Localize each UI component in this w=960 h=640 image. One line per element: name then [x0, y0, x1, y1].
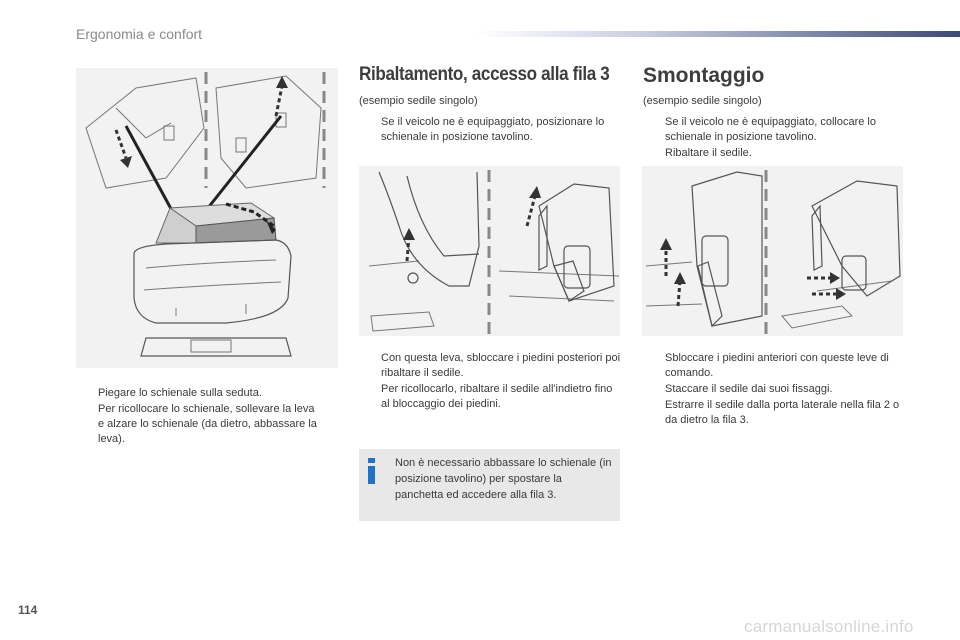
page-number: 114 [18, 603, 38, 617]
list-item: Ribaltare il sedile. [665, 147, 752, 159]
info-icon [367, 458, 376, 486]
seat-tilt-illustration [359, 166, 620, 336]
info-text: Non è necessario abbassare lo schienale (in posizione tavolino) per spostare la panchetta ed accedere alla fila 3. [395, 457, 612, 501]
heading-fold-access-row3: Ribaltamento, accesso alla fila 3 [359, 64, 610, 85]
subtitle-single-seat-example: (esempio sedile singolo) [359, 95, 478, 107]
list-item: Per ricollocare lo schienale, sollevare la leva e alzare lo schienale (da dietro, abbassare la leva). [98, 403, 317, 445]
subtitle-single-seat-example: (esempio sedile singolo) [643, 95, 762, 107]
seat-fold-illustration [76, 68, 338, 368]
list-item: Con questa leva, sbloccare i piedini posteriori poi ribaltare il sedile. [381, 352, 621, 379]
list-item: Piegare lo schienale sulla seduta. [98, 387, 262, 399]
left-bullet-list [76, 386, 322, 448]
seat-removal-illustration [642, 166, 903, 336]
list-item: Se il veicolo ne è equipaggiato, collocare lo schienale in posizione tavolino. [665, 116, 876, 143]
list-item: Se il veicolo ne è equipaggiato, posizionare lo schienale in posizione tavolino. [381, 116, 605, 143]
list-item: Per ricollocarlo, ribaltare il sedile all'indietro fino al bloccaggio dei piedini. [381, 383, 613, 410]
right-bottom-bullet-list [643, 351, 907, 429]
section-title: Ergonomia e confort [76, 26, 203, 42]
middle-top-bullet-list [359, 115, 623, 146]
right-top-bullet-list [643, 115, 907, 162]
info-box [359, 449, 620, 521]
heading-removal: Smontaggio [643, 64, 765, 87]
watermark: carmanualsonline.info [744, 617, 914, 636]
list-item: Sbloccare i piedini anteriori con queste leve di comando. [665, 352, 889, 379]
header-rule [476, 30, 960, 38]
list-item: Estrarre il sedile dalla porta laterale nella fila 2 o da dietro la fila 3. [665, 399, 900, 426]
middle-bottom-bullet-list [359, 351, 623, 413]
list-item: Staccare il sedile dai suoi fissaggi. [665, 383, 833, 395]
